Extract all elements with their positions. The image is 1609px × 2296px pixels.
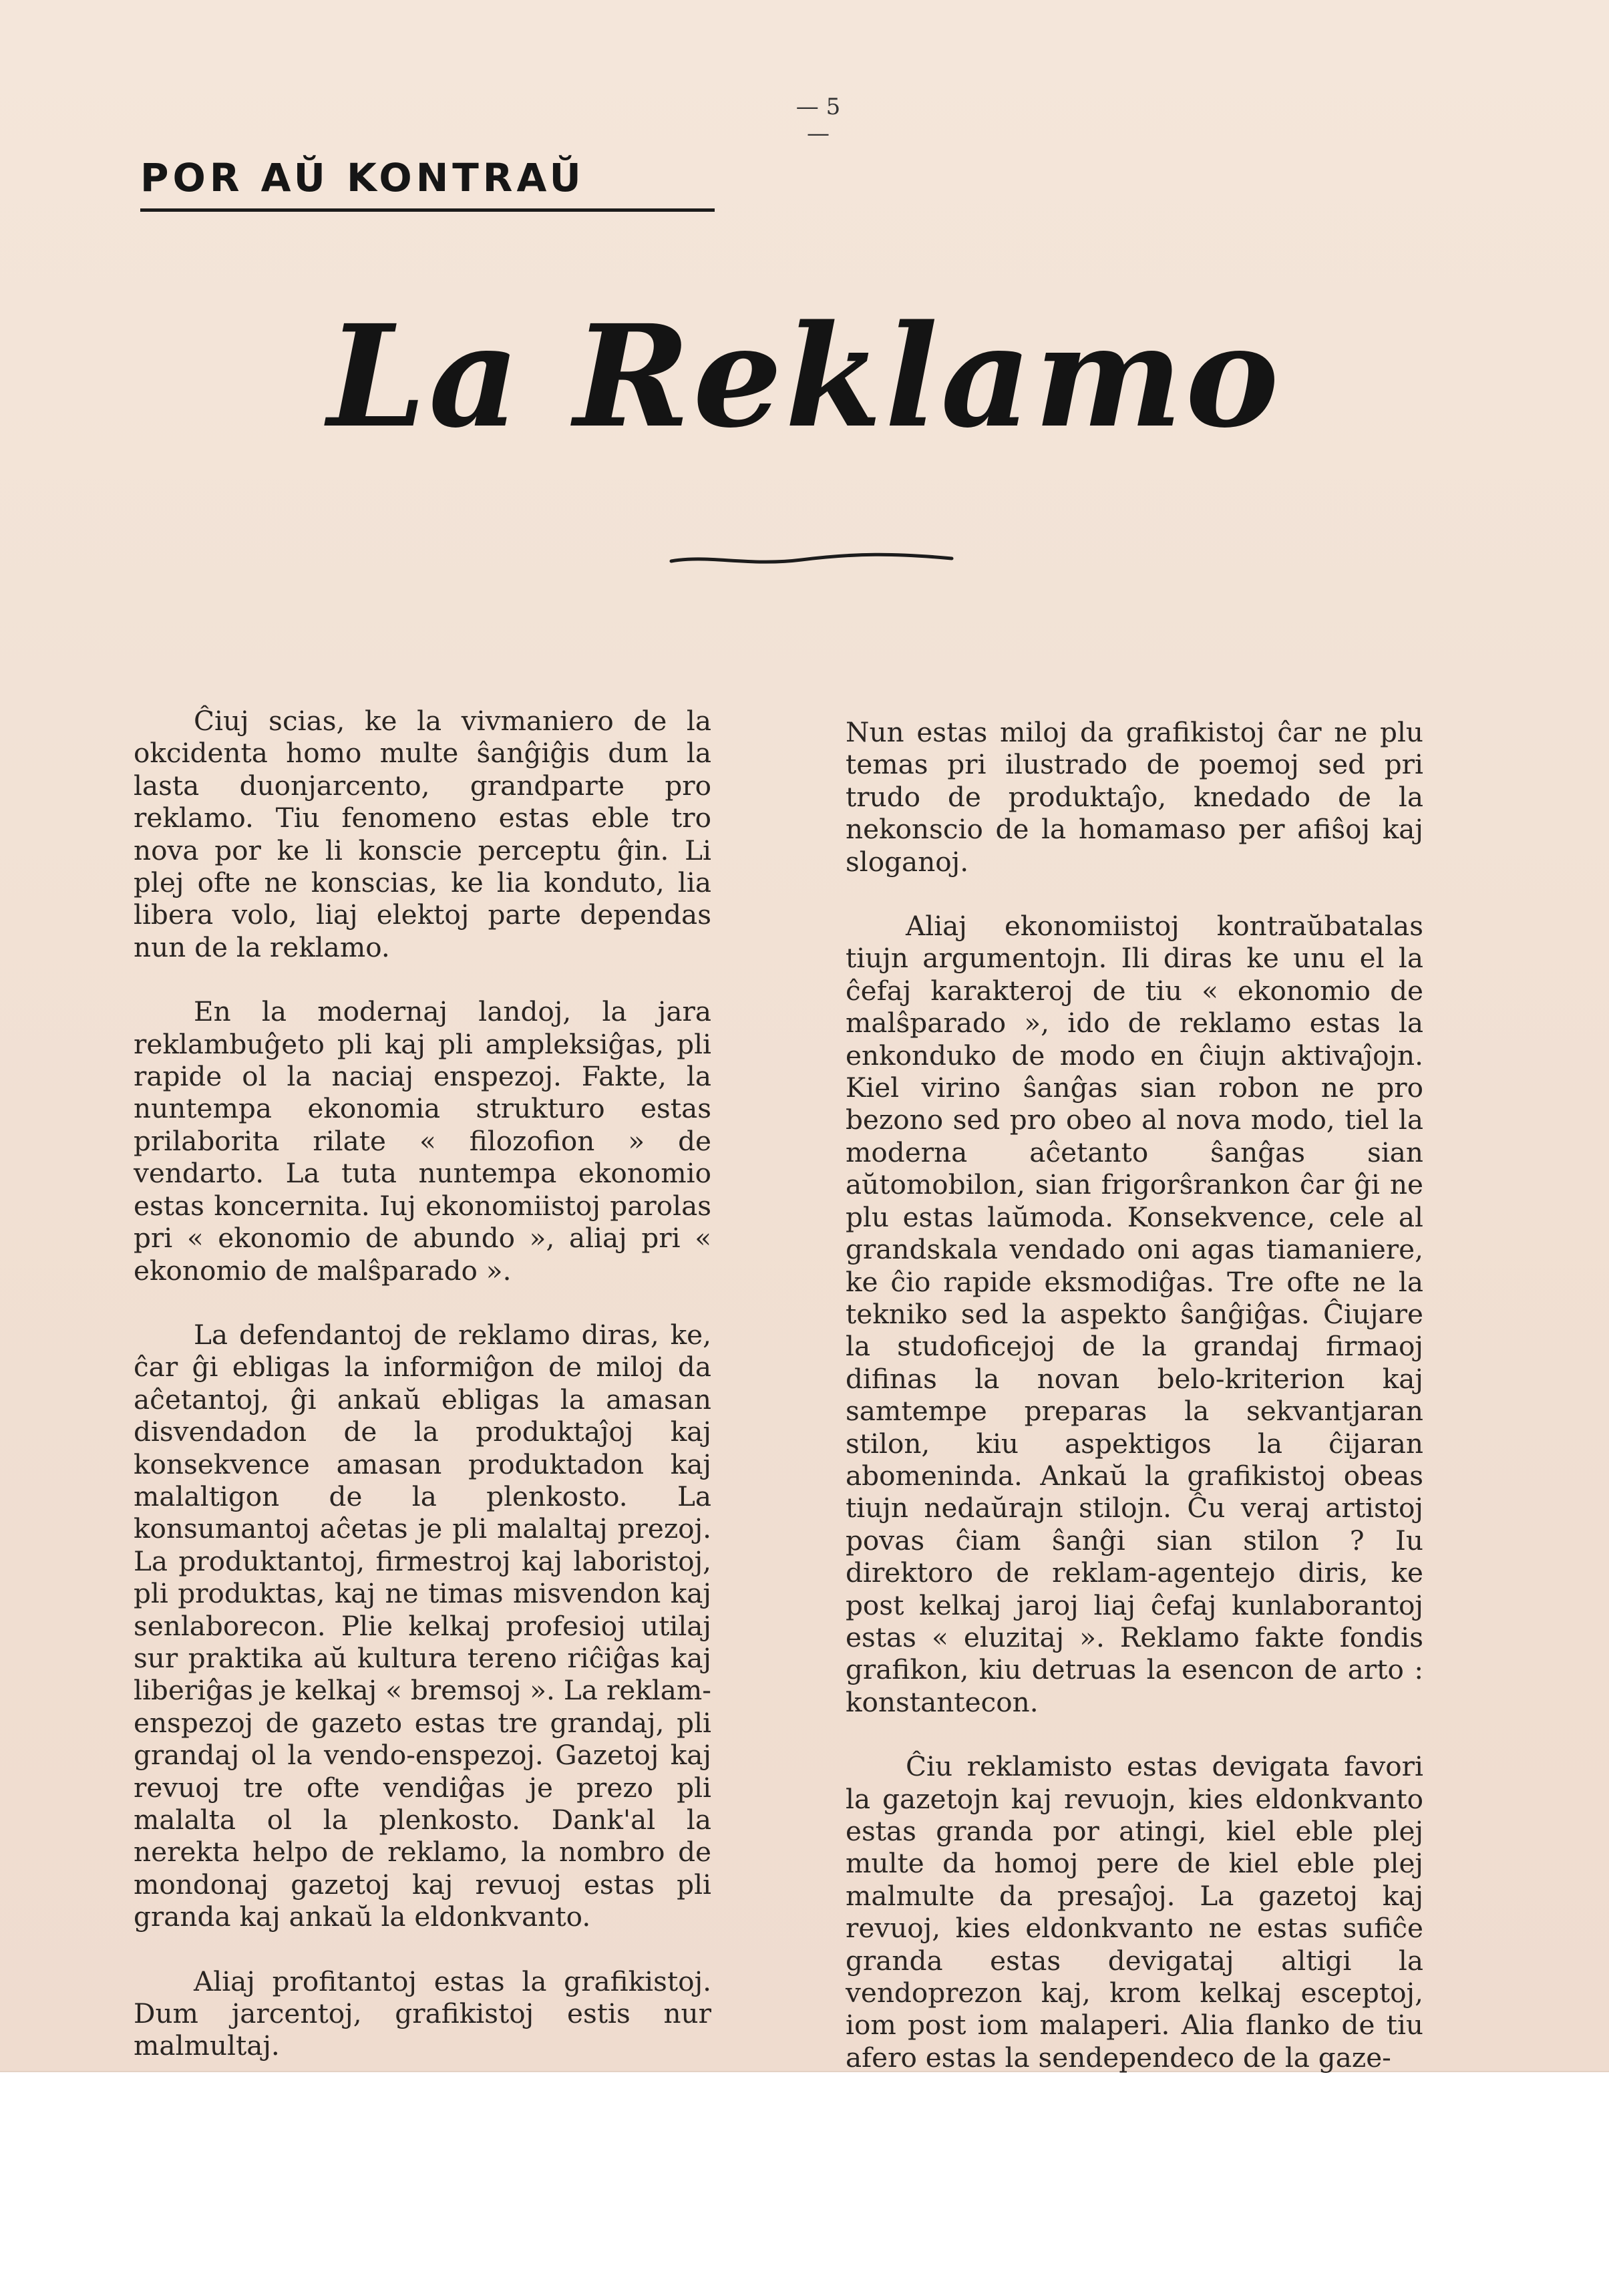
- paragraph: Ĉiu reklamisto estas devigata favori la gazetojn kaj revuojn, kies eldonkvanto estas granda por atingi, kiel eble plej multe da homoj pere de kiel eble plej malmulte da presaĵoj. La gazetoj kaj revuoj, kies eldonkvanto ne estas sufiĉe granda estas devigataj altigi la vendoprezon kaj, krom kelkaj esceptoj, iom post iom malaperi. Alia flanko de tiu afero estas la sendependeco de la gaze-: [846, 1750, 1423, 2074]
- title-divider: [668, 549, 955, 569]
- paragraph: Nun estas miloj da grafikistoj ĉar ne plu temas pri ilustrado de poemoj sed pri trudo de produktaĵo, knedado de la nekonscio de la homamaso per afiŝoj kaj sloganoj.: [846, 716, 1423, 878]
- paragraph: En la modernaj landoj, la jara reklambuĝeto pli kaj pli ampleksiĝas, pli rapide ol la naciaj enspezoj. Fakte, la nuntempa ekonomia strukturo estas prilaborita rilate « filozofion » de vendarto. La tuta nuntempa ekonomio estas koncernita. Iuj ekonomiistoj parolas pri « ekonomio de abundo », aliaj pri « ekonomio de malŝparado ».: [134, 995, 711, 1287]
- paragraph: Aliaj profitantoj estas la grafikistoj. Dum jarcentoj, grafikistoj estis nur malmultaj.: [134, 1965, 711, 2062]
- page-number: — 5 —: [795, 94, 841, 147]
- paragraph: Aliaj ekonomiistoj kontraŭbatalas tiujn argumentojn. Ili diras ke unu el la ĉefaj karakteroj de tiu « ekonomio de malŝparado », ido de reklamo estas la enkonduko de modo en ĉiujn aktivaĵojn. Kiel virino ŝanĝas sian robon ne pro bezono sed pro obeo al nova modo, tiel la moderna aĉetanto ŝanĝas sian aŭtomobilon, sian frigorŝrankon ĉar ĝi ne plu estas laŭmoda. Konsekvence, cele al grandskala vendado oni agas tiamaniere, ke ĉio rapide eksmodiĝas. Tre ofte ne la tekniko sed la aspekto ŝanĝiĝas. Ĉiujare la studoficejoj de la grandaj firmaoj difinas la novan belo-kriterion kaj samtempe preparas la sekvantjaran stilon, kiu aspektigos la ĉijaran abomeninda. Ankaŭ la grafikistoj obeas tiujn nedaŭrajn stilojn. Ĉu veraj artistoj povas ĉiam ŝanĝi sian stilon ? Iu direktoro de reklam-agentejo diris, ke post kelkaj jaroj liaj ĉefaj kunlaborantoj estas « eluzitaj ». Reklamo fakte fondis grafikon, kiu detruas la esencon de arto : konstantecon.: [846, 910, 1423, 1718]
- article-title: La Reklamo: [327, 294, 1282, 459]
- article-left-column: [134, 705, 711, 2062]
- article-right-column: [846, 716, 1423, 2074]
- paragraph: La defendantoj de reklamo diras, ke, ĉar ĝi ebligas la informiĝon de miloj da aĉetantoj, ĝi ankaŭ ebligas la amasan disvendadon de la produktaĵoj kaj konsekvence amasan produktadon kaj malaltigon de la plenkosto. La konsumantoj aĉetas je pli malaltaj prezoj. La produktantoj, firmestroj kaj laboristoj, pli produktas, kaj ne timas misvendon kaj senlaborecon. Plie kelkaj profesioj utilaj sur praktika aŭ kultura tereno riĉiĝas kaj liberiĝas je kelkaj « bremsoj ». La reklam-enspezoj de gazeto estas tre grandaj, pli grandaj ol la vendo-enspezoj. Gazetoj kaj revuoj tre ofte vendiĝas je prezo pli malalta ol la plenkosto. Dank'al la nerekta helpo de reklamo, la nombro de mondonaj gazetoj kaj revuoj estas pli granda kaj ankaŭ la eldonkvanto.: [134, 1318, 711, 1933]
- paragraph: Ĉiuj scias, ke la vivmaniero de la okcidenta homo multe ŝanĝiĝis dum la lasta duonjarcento, grandparte pro reklamo. Tiu fenomeno estas eble tro nova por ke li konscie perceptu ĝin. Li plej ofte ne konscias, ke lia konduto, lia libera volo, liaj elektoj parte dependas nun de la reklamo.: [134, 705, 711, 963]
- section-label: POR AŬ KONTRAŬ: [140, 155, 715, 212]
